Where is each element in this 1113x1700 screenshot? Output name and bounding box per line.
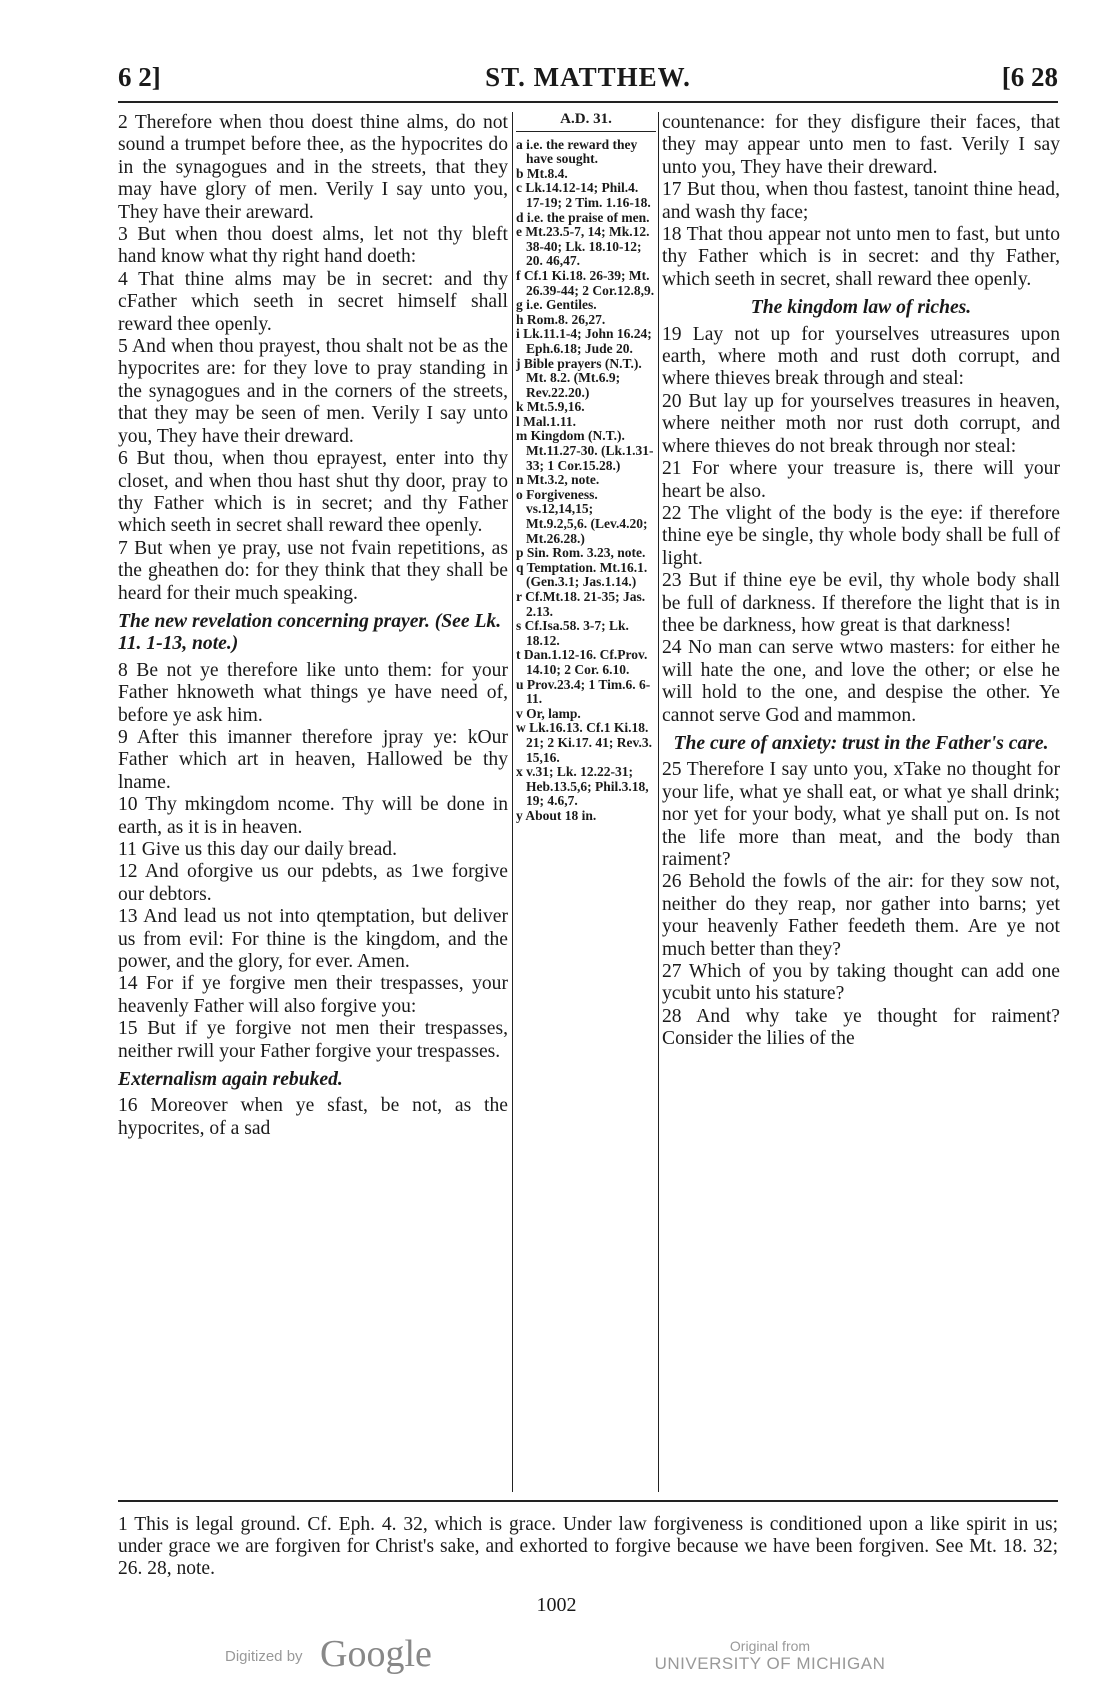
- left-column: [118, 112, 508, 1140]
- digitized-by-label: Digitized by: [225, 1648, 303, 1665]
- column-divider-right: [658, 112, 659, 1492]
- footnote: 1 This is legal ground. Cf. Eph. 4. 32, which is grace. Under law forgiveness is conditioned upon a like spirit in us; under grace we are forgiven for Christ's sake, and exhorted to forgive because we have been forgiven. See Mt. 18. 32; 26. 28, note.: [118, 1514, 1058, 1579]
- verse-paragraph: 17 But thou, when thou fastest, tanoint thine head, and wash thy face;: [662, 179, 1060, 223]
- reference-note: t Dan.1.12-16. Cf.Prov. 14.10; 2 Cor. 6.10.: [516, 647, 648, 677]
- reference-note: i Lk.11.1-4; John 16.24; Eph.6.18; Jude 20.: [516, 326, 652, 356]
- verse-paragraph: 25 Therefore I say unto you, xTake no thought for your life, what ye shall eat, or what ye shall drink; nor yet for your body, what ye shall put on. Is not the life more than meat, and the body than raiment?: [662, 759, 1060, 870]
- verse-paragraph: 6 But thou, when thou eprayest, enter into thy closet, and when thou hast shut thy door, pray to thy Father which is in secret; and thy Father which seeth in secret shall reward thee openly.: [118, 448, 508, 537]
- reference-note: l Mal.1.11.: [516, 413, 576, 429]
- reference-note: n Mt.3.2, note.: [516, 472, 600, 488]
- ad-date: A.D. 31.: [516, 112, 656, 132]
- reference-note: b Mt.8.4.: [516, 165, 568, 181]
- google-logo: Google: [320, 1633, 432, 1675]
- reference-note: a i.e. the reward they have sought.: [516, 136, 638, 167]
- source-attribution: [650, 1638, 890, 1672]
- column-divider-left: [512, 112, 513, 1492]
- page-header: [118, 62, 1058, 98]
- reference-note: k Mt.5.9,16.: [516, 399, 585, 415]
- margin-references: [516, 112, 656, 824]
- verse-paragraph: 18 That thou appear not unto men to fast, but unto thy Father which is in secret: and thy Father, which seeth in secret, shall reward thee openly.: [662, 224, 1060, 290]
- verse-paragraph: 14 For if ye forgive men their trespasses, your heavenly Father will also forgive you:: [118, 973, 508, 1017]
- verse-paragraph: 10 Thy mkingdom ncome. Thy will be done in earth, as it is in heaven.: [118, 794, 508, 838]
- verse-paragraph: 20 But lay up for yourselves treasures in heaven, where neither moth nor rust doth corrupt, and where thieves do not break through nor steal:: [662, 390, 1060, 457]
- verse-paragraph: 2 Therefore when thou doest thine alms, do not sound a trumpet before thee, as the hypocrites do in the synagogues and in the streets, that they may have glory of men. Verily I say unto you, They have their areward.: [118, 112, 508, 223]
- verse-paragraph: 15 But if ye forgive not men their trespasses, neither rwill your Father forgive your trespasses.: [118, 1018, 508, 1062]
- footnote-rule: [118, 1500, 1058, 1502]
- section-heading: Externalism again rebuked.: [118, 1069, 343, 1091]
- verse-paragraph: 16 Moreover when ye sfast, be not, as the hypocrites, of a sad: [118, 1095, 508, 1139]
- verse-paragraph: 13 And lead us not into qtemptation, but deliver us from evil: For thine is the kingdom, and the power, and the glory, for ever. Amen.: [118, 906, 508, 973]
- verse-paragraph: 5 And when thou prayest, thou shalt not be as the hypocrites are: for they love to pray standing in the synagogues and in the corners of the streets, that they may be seen of men. Verily I say unto you, They have their dreward.: [118, 336, 508, 447]
- page-number: 1002: [536, 1594, 577, 1616]
- verse-paragraph: 11 Give us this day our daily bread.: [118, 839, 397, 860]
- verse-paragraph: 4 That thine alms may be in secret: and thy cFather which seeth in secret himself shall reward thee openly.: [118, 268, 508, 335]
- verse-paragraph: 23 But if thine eye be evil, thy whole body shall be full of darkness. If therefore the light that is in thee be darkness, how great is that darkness!: [662, 570, 1060, 636]
- reference-note: f Cf.1 Ki.18. 26-39; Mt. 26.39-44; 2 Cor.12.8,9.: [516, 267, 655, 298]
- verse-paragraph: 3 But when thou doest alms, let not thy bleft hand know what thy right hand doeth:: [118, 224, 508, 268]
- verse-paragraph: 24 No man can serve wtwo masters: for either he will hate the one, and love the other; or else he will hold to the one, and despise the other. Ye cannot serve God and mammon.: [662, 637, 1060, 726]
- verse-paragraph: 27 Which of you by taking thought can add one ycubit unto his stature?: [662, 961, 1060, 1005]
- verse-paragraph: 8 Be not ye therefore like unto them: for your Father hknoweth what things ye have need of, before ye ask him.: [118, 659, 508, 726]
- verse-paragraph: 28 And why take ye thought for raiment? Consider the lilies of the: [662, 1005, 1060, 1050]
- reference-notes: [516, 138, 656, 824]
- verse-paragraph: 7 But when ye pray, use not fvain repetitions, as the gheathen do: for they think that they shall be heard for their much speaking.: [118, 537, 508, 604]
- reference-note: g i.e. Gentiles.: [516, 297, 597, 313]
- section-heading: The kingdom law of riches.: [750, 297, 972, 319]
- verse-paragraph: countenance: for they disfigure their faces, that they may appear unto men to fast. Verily I say unto you, They have their dreward.: [662, 112, 1060, 178]
- reference-note: x v.31; Lk. 12.22-31; Heb.13.5,6; Phil.3.18, 19; 4.6,7.: [516, 764, 649, 809]
- header-title: ST. MATTHEW.: [485, 62, 691, 92]
- verse-paragraph: 9 After this imanner therefore jpray ye: kOur Father which art in heaven, Hallowed be thy lname.: [118, 726, 508, 793]
- original-from-label: Original from: [729, 1638, 811, 1654]
- reference-note: u Prov.23.4; 1 Tim.6. 6-11.: [516, 676, 651, 707]
- header-rule: [118, 101, 1058, 103]
- verse-paragraph: 12 And oforgive us our pdebts, as 1we forgive our debtors.: [118, 861, 508, 905]
- right-column: [662, 112, 1060, 1051]
- reference-note: w Lk.16.13. Cf.1 Ki.18. 21; 2 Ki.17. 41; Rev.3. 15,16.: [516, 720, 652, 765]
- verse-paragraph: 26 Behold the fowls of the air: for they sow not, neither do they reap, nor gather into barns; yet your heavenly Father feedeth them. Are ye not much better than they?: [662, 871, 1060, 960]
- reference-note: v Or, lamp.: [516, 705, 581, 721]
- section-heading: The new revelation concerning prayer. (See Lk. 11. 1-13, note.): [118, 610, 502, 655]
- reference-note: y About 18 in.: [516, 807, 597, 823]
- verse-paragraph: 22 The vlight of the body is the eye: if therefore thine eye be single, thy whole body shall be full of light.: [662, 502, 1060, 569]
- header-left: 6 2]: [118, 62, 161, 92]
- university-label: UNIVERSITY OF MICHIGAN: [654, 1654, 886, 1673]
- reference-note: s Cf.Isa.58. 3-7; Lk. 18.12.: [516, 618, 629, 648]
- reference-note: o Forgiveness. vs.12,14,15; Mt.9.2,5,6. (Lev.4.20; Mt.26.28.): [516, 486, 648, 546]
- reference-note: j Bible prayers (N.T.). Mt. 8.2. (Mt.6.9; Rev.22.20.): [516, 355, 642, 400]
- reference-note: c Lk.14.12-14; Phil.4. 17-19; 2 Tim. 1.16-18.: [516, 180, 651, 210]
- section-heading: The cure of anxiety: trust in the Father's care.: [673, 732, 1049, 754]
- reference-note: r Cf.Mt.18. 21-35; Jas. 2.13.: [516, 589, 646, 619]
- reference-note: m Kingdom (N.T.). Mt.11.27-30. (Lk.1.31-33; 1 Cor.15.28.): [516, 428, 654, 473]
- verse-paragraph: 19 Lay not up for yourselves utreasures upon earth, where moth and rust doth corrupt, and where thieves break through and steal:: [662, 323, 1060, 390]
- reference-note: d i.e. the praise of men.: [516, 209, 650, 225]
- reference-note: h Rom.8. 26,27.: [516, 311, 606, 327]
- reference-note: p Sin. Rom. 3.23, note.: [516, 545, 646, 561]
- header-right: [6 28: [1001, 62, 1058, 92]
- reference-note: q Temptation. Mt.16.1. (Gen.3.1; Jas.1.14.): [516, 559, 648, 590]
- reference-note: e Mt.23.5-7, 14; Mk.12. 38-40; Lk. 18.10-12; 20. 46,47.: [516, 224, 650, 269]
- verse-paragraph: 21 For where your treasure is, there will your heart be also.: [662, 458, 1060, 502]
